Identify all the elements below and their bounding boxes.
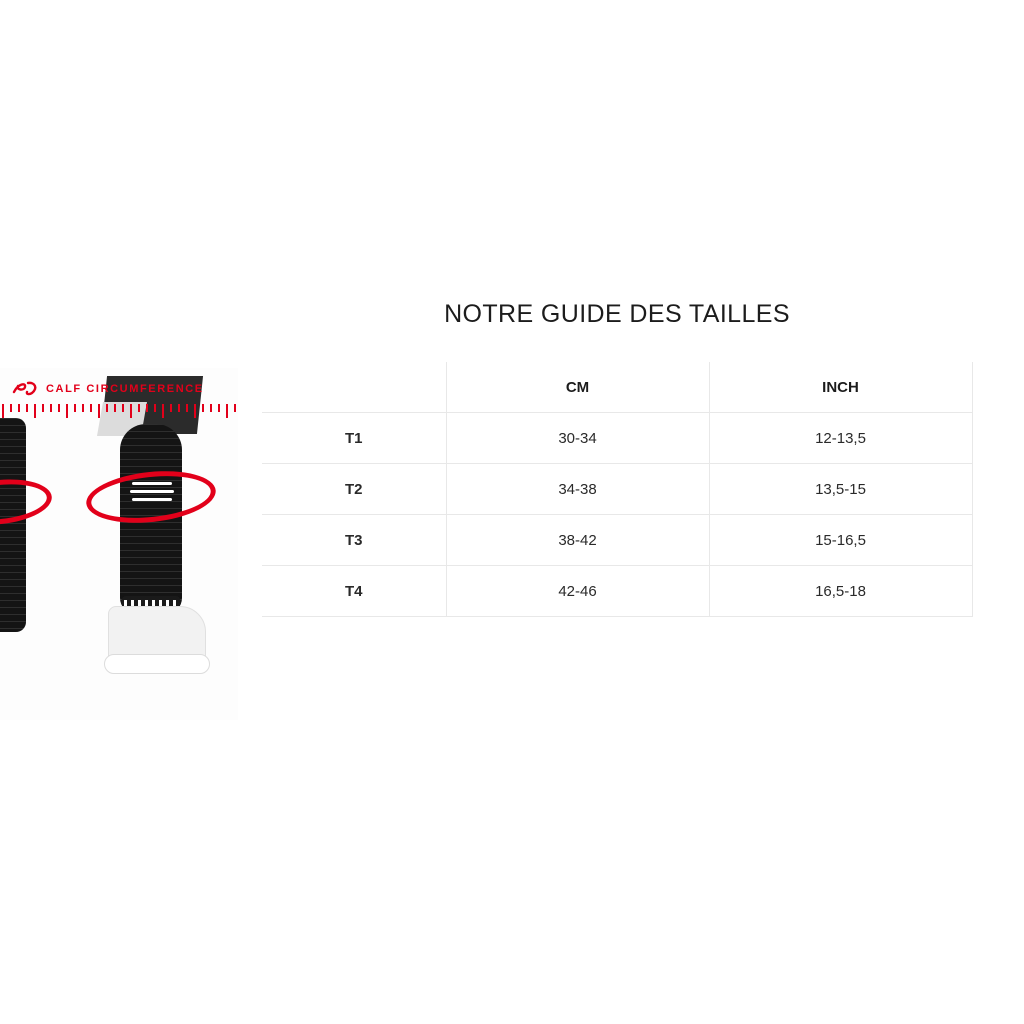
size-label: T2 bbox=[262, 464, 446, 515]
column-header-size bbox=[262, 362, 446, 413]
shoe-sole bbox=[104, 654, 210, 674]
size-inch-value: 15-16,5 bbox=[709, 515, 972, 566]
size-inch-value: 16,5-18 bbox=[709, 566, 972, 617]
column-header-cm: CM bbox=[446, 362, 709, 413]
table-header bbox=[262, 362, 972, 413]
table-header-row bbox=[262, 362, 972, 413]
calf-circumference-label: CALF CIRCUMFERENCE bbox=[46, 383, 204, 395]
stitch-line bbox=[130, 490, 174, 493]
size-chart-table bbox=[262, 362, 973, 617]
page-title: NOTRE GUIDE DES TAILLES bbox=[444, 300, 790, 328]
table-row bbox=[262, 566, 972, 617]
stitch-line bbox=[132, 498, 172, 501]
size-label: T4 bbox=[262, 566, 446, 617]
size-cm-value: 30-34 bbox=[446, 413, 709, 464]
ruler-strip bbox=[0, 404, 238, 418]
left-leg-sleeve bbox=[0, 418, 26, 632]
size-guide-section bbox=[262, 300, 972, 617]
size-cm-value: 42-46 bbox=[446, 566, 709, 617]
sleeve-texture bbox=[0, 418, 26, 632]
table-row bbox=[262, 464, 972, 515]
table-body bbox=[262, 413, 972, 617]
size-cm-value: 38-42 bbox=[446, 515, 709, 566]
size-inch-value: 12-13,5 bbox=[709, 413, 972, 464]
stitch-line bbox=[132, 482, 172, 485]
size-inch-value: 13,5-15 bbox=[709, 464, 972, 515]
column-header-inch: INCH bbox=[709, 362, 972, 413]
table-row bbox=[262, 413, 972, 464]
size-cm-value: 34-38 bbox=[446, 464, 709, 515]
table-row bbox=[262, 515, 972, 566]
size-label: T1 bbox=[262, 413, 446, 464]
size-label: T3 bbox=[262, 515, 446, 566]
product-illustration bbox=[0, 368, 238, 720]
compressport-swoosh-icon bbox=[12, 380, 40, 398]
